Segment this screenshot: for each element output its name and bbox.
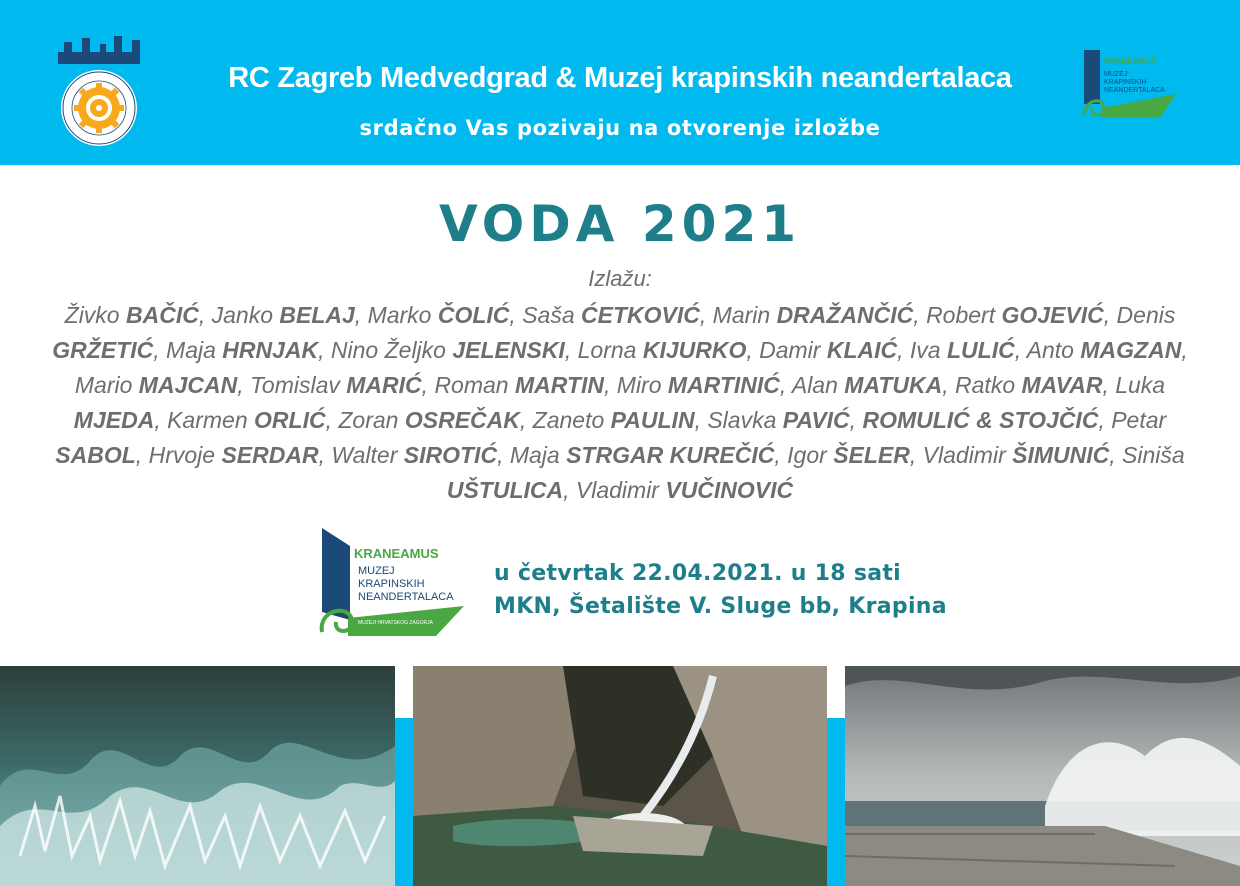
exhibitor-last-name: MARTINIĆ	[667, 372, 780, 398]
exhibitor-name	[926, 302, 1104, 328]
exhibitor-name	[212, 302, 355, 328]
exhibitor-last-name: BELAJ	[279, 302, 355, 328]
exhibitor-first-name: Iva	[909, 337, 947, 363]
exhibitor-first-name: Ratko	[955, 372, 1022, 398]
exhibitor-first-name: Igor	[787, 442, 834, 468]
svg-text:KRANEAMUS: KRANEAMUS	[1104, 57, 1156, 66]
exhibitor-name	[338, 407, 520, 433]
exhibitor-last-name: ČOLIĆ	[437, 302, 510, 328]
exhibitor-name	[166, 337, 318, 363]
exhibitor-name	[250, 372, 422, 398]
exhibitor-name	[759, 337, 897, 363]
exhibitor-first-name: Maja	[509, 442, 567, 468]
exhibitor-last-name: LULIĆ	[947, 337, 1015, 363]
exhibitor-last-name: MAGZAN	[1080, 337, 1182, 363]
exhibitor-name	[75, 372, 237, 398]
kmn-logo-brand: KRANEAMUS	[354, 546, 439, 561]
photo-water-splash	[0, 666, 395, 886]
exhibitor-last-name: MJEDA	[73, 407, 155, 433]
exhibitor-last-name: STRGAR KUREČIĆ	[566, 442, 775, 468]
header-title: RC Zagreb Medvedgrad & Muzej krapinskih neandertalaca	[228, 62, 1012, 94]
exhibitor-last-name: SERDAR	[221, 442, 319, 468]
exhibitor-first-name: Slavka	[707, 407, 783, 433]
event-date: u četvrtak 22.04.2021. u 18 sati	[494, 561, 902, 586]
exhibitor-name	[434, 372, 604, 398]
exhibitor-first-name: Damir	[759, 337, 827, 363]
exhibitor-first-name: Robert	[926, 302, 1002, 328]
event-details	[494, 557, 947, 623]
exhibitor-first-name: Luka	[1115, 372, 1166, 398]
exhibitor-last-name: VUČINOVIĆ	[665, 477, 794, 503]
exhibitor-name	[331, 337, 565, 363]
exhibitor-first-name: Walter	[331, 442, 404, 468]
exhibitor-first-name: Saša	[522, 302, 582, 328]
exhibitor-last-name: MARTIN	[514, 372, 604, 398]
exhibitor-first-name: Lorna	[577, 337, 643, 363]
exhibitor-last-name: OSREČAK	[404, 407, 520, 433]
exhibitor-last-name: ŠELER	[833, 442, 910, 468]
exhibitor-name	[149, 442, 319, 468]
exhibitor-first-name: Alan	[791, 372, 845, 398]
exhibition-title: VODA 2021	[438, 195, 802, 253]
event-location: MKN, Šetalište V. Sluge bb, Krapina	[494, 594, 947, 619]
exhibitor-last-name: UŠTULICA	[446, 477, 564, 503]
exhibitor-first-name: Zoran	[338, 407, 405, 433]
exhibitor-first-name: Miro	[616, 372, 668, 398]
exhibitor-last-name: ĆETKOVIĆ	[581, 302, 700, 328]
svg-text:MUZEJ: MUZEJ	[1104, 71, 1128, 78]
exhibitor-first-name: Tomislav	[249, 372, 347, 398]
exhibitor-last-name: MAJCAN	[138, 372, 238, 398]
exhibitor-last-name: SIROTIĆ	[403, 442, 498, 468]
exhibitor-last-name: GOJEVIĆ	[1001, 302, 1104, 328]
exhibitor-last-name: JELENSKI	[452, 337, 565, 363]
exhibitor-first-name: Karmen	[167, 407, 255, 433]
exhibitor-last-name: SABOL	[55, 442, 136, 468]
kmn-logo	[318, 524, 468, 642]
kmn-logo-header	[1080, 44, 1180, 124]
photo-waterfall	[413, 666, 827, 886]
exhibitor-first-name: Vladimir	[575, 477, 666, 503]
exhibitor-first-name: Roman	[434, 372, 515, 398]
exhibitor-last-name: GRŽETIĆ	[52, 337, 154, 363]
exhibitor-name	[792, 372, 942, 398]
exhibitor-name	[713, 302, 914, 328]
exhibitor-name	[533, 407, 695, 433]
svg-text:KRAPINSKIH: KRAPINSKIH	[1104, 79, 1147, 86]
exhibitor-last-name: MAVAR	[1021, 372, 1103, 398]
exhibitor-last-name: BAČIĆ	[125, 302, 199, 328]
exhibitor-first-name: Maja	[166, 337, 223, 363]
exhibitor-first-name: Mario	[74, 372, 139, 398]
exhibitor-name	[576, 477, 793, 503]
exhibitor-first-name: Janko	[211, 302, 280, 328]
kmn-logo-line3: NEANDERTALACA	[358, 591, 454, 603]
kmn-logo-line2: KRAPINSKIH	[358, 578, 425, 590]
exhibitor-last-name: ROMULIĆ & STOJČIĆ	[862, 407, 1099, 433]
exhibitor-name	[331, 442, 497, 468]
exhibitor-first-name: Vladimir	[922, 442, 1013, 468]
header-banner	[0, 0, 1240, 165]
exhibitor-name	[707, 407, 849, 433]
exhibitor-name	[955, 372, 1102, 398]
exhibitor-first-name: Nino Željko	[330, 337, 453, 363]
exhibitor-last-name: MATUKA	[844, 372, 943, 398]
exhibitor-name	[578, 337, 747, 363]
photo-stormy-sea	[845, 666, 1240, 886]
exhibitor-name	[522, 302, 700, 328]
exhibitor-name	[510, 442, 775, 468]
exhibitor-first-name: Anto	[1026, 337, 1081, 363]
svg-text:NEANDERTALACA: NEANDERTALACA	[1104, 87, 1165, 94]
header-subtitle: srdačno Vas pozivaju na otvorenje izložbe	[359, 116, 881, 140]
exhibitor-first-name: Denis	[1116, 302, 1176, 328]
exhibitor-name	[910, 337, 1015, 363]
exhibitor-last-name: ŠIMUNIĆ	[1012, 442, 1110, 468]
exhibitors-label: Izlažu:	[588, 266, 652, 291]
kmn-logo-tagline: MUZEJI HRVATSKOG ZAGORJA	[358, 620, 434, 626]
exhibitor-last-name: PAULIN	[610, 407, 695, 433]
exhibitor-first-name: Petar	[1111, 407, 1167, 433]
exhibitor-name	[368, 302, 510, 328]
exhibitor-name	[787, 442, 910, 468]
exhibitor-name	[1027, 337, 1182, 363]
exhibitor-first-name: Hrvoje	[148, 442, 222, 468]
exhibitor-name	[923, 442, 1110, 468]
exhibitor-first-name: Marko	[367, 302, 438, 328]
exhibitor-first-name: Živko	[64, 302, 126, 328]
exhibitor-last-name: MARIĆ	[346, 372, 422, 398]
exhibitor-name	[167, 407, 326, 433]
exhibitor-name	[862, 407, 1098, 433]
exhibitor-last-name: ORLIĆ	[254, 407, 326, 433]
exhibitors-list: Živko BAČIĆ, Janko BELAJ, Marko ČOLIĆ, Saša ĆETKOVIĆ, Marin DRAŽANČIĆ, Robert GOJEVIĆ, Denis GRŽETIĆ, Maja HRNJAK, Nino Željko JELENSKI, Lorna KIJURKO, Damir KLAIĆ, Iva LULIĆ, Anto MAGZAN, Mario MAJCAN, Tomislav MARIĆ, Roman MARTIN, Miro MARTINIĆ, Alan MATUKA, Ratko MAVAR, Luka MJEDA, Karmen ORLIĆ, Zoran OSREČAK, Zaneto PAULIN, Slavka PAVIĆ, ROMULIĆ & STOJČIĆ, Petar SABOL, Hrvoje SERDAR, Walter SIROTIĆ, Maja STRGAR KUREČIĆ, Igor ŠELER, Vladimir ŠIMUNIĆ, Siniša UŠTULICA, Vladimir VUČINOVIĆ	[52, 302, 1188, 503]
exhibitor-last-name: PAVIĆ	[782, 407, 850, 433]
accent-bar-left	[395, 718, 413, 886]
exhibitor-first-name: Marin	[712, 302, 777, 328]
exhibitor-last-name: KIJURKO	[642, 337, 747, 363]
exhibitor-last-name: HRNJAK	[222, 337, 319, 363]
exhibitor-first-name: Zaneto	[532, 407, 611, 433]
kmn-logo-line1: MUZEJ	[358, 565, 395, 577]
exhibitor-name	[617, 372, 780, 398]
exhibitor-name	[65, 302, 199, 328]
exhibitor-last-name: DRAŽANČIĆ	[776, 302, 914, 328]
accent-bar-right	[827, 718, 845, 886]
exhibitor-last-name: KLAIĆ	[826, 337, 898, 363]
rotary-club-logo	[56, 34, 142, 152]
exhibitor-first-name: Siniša	[1122, 442, 1185, 468]
